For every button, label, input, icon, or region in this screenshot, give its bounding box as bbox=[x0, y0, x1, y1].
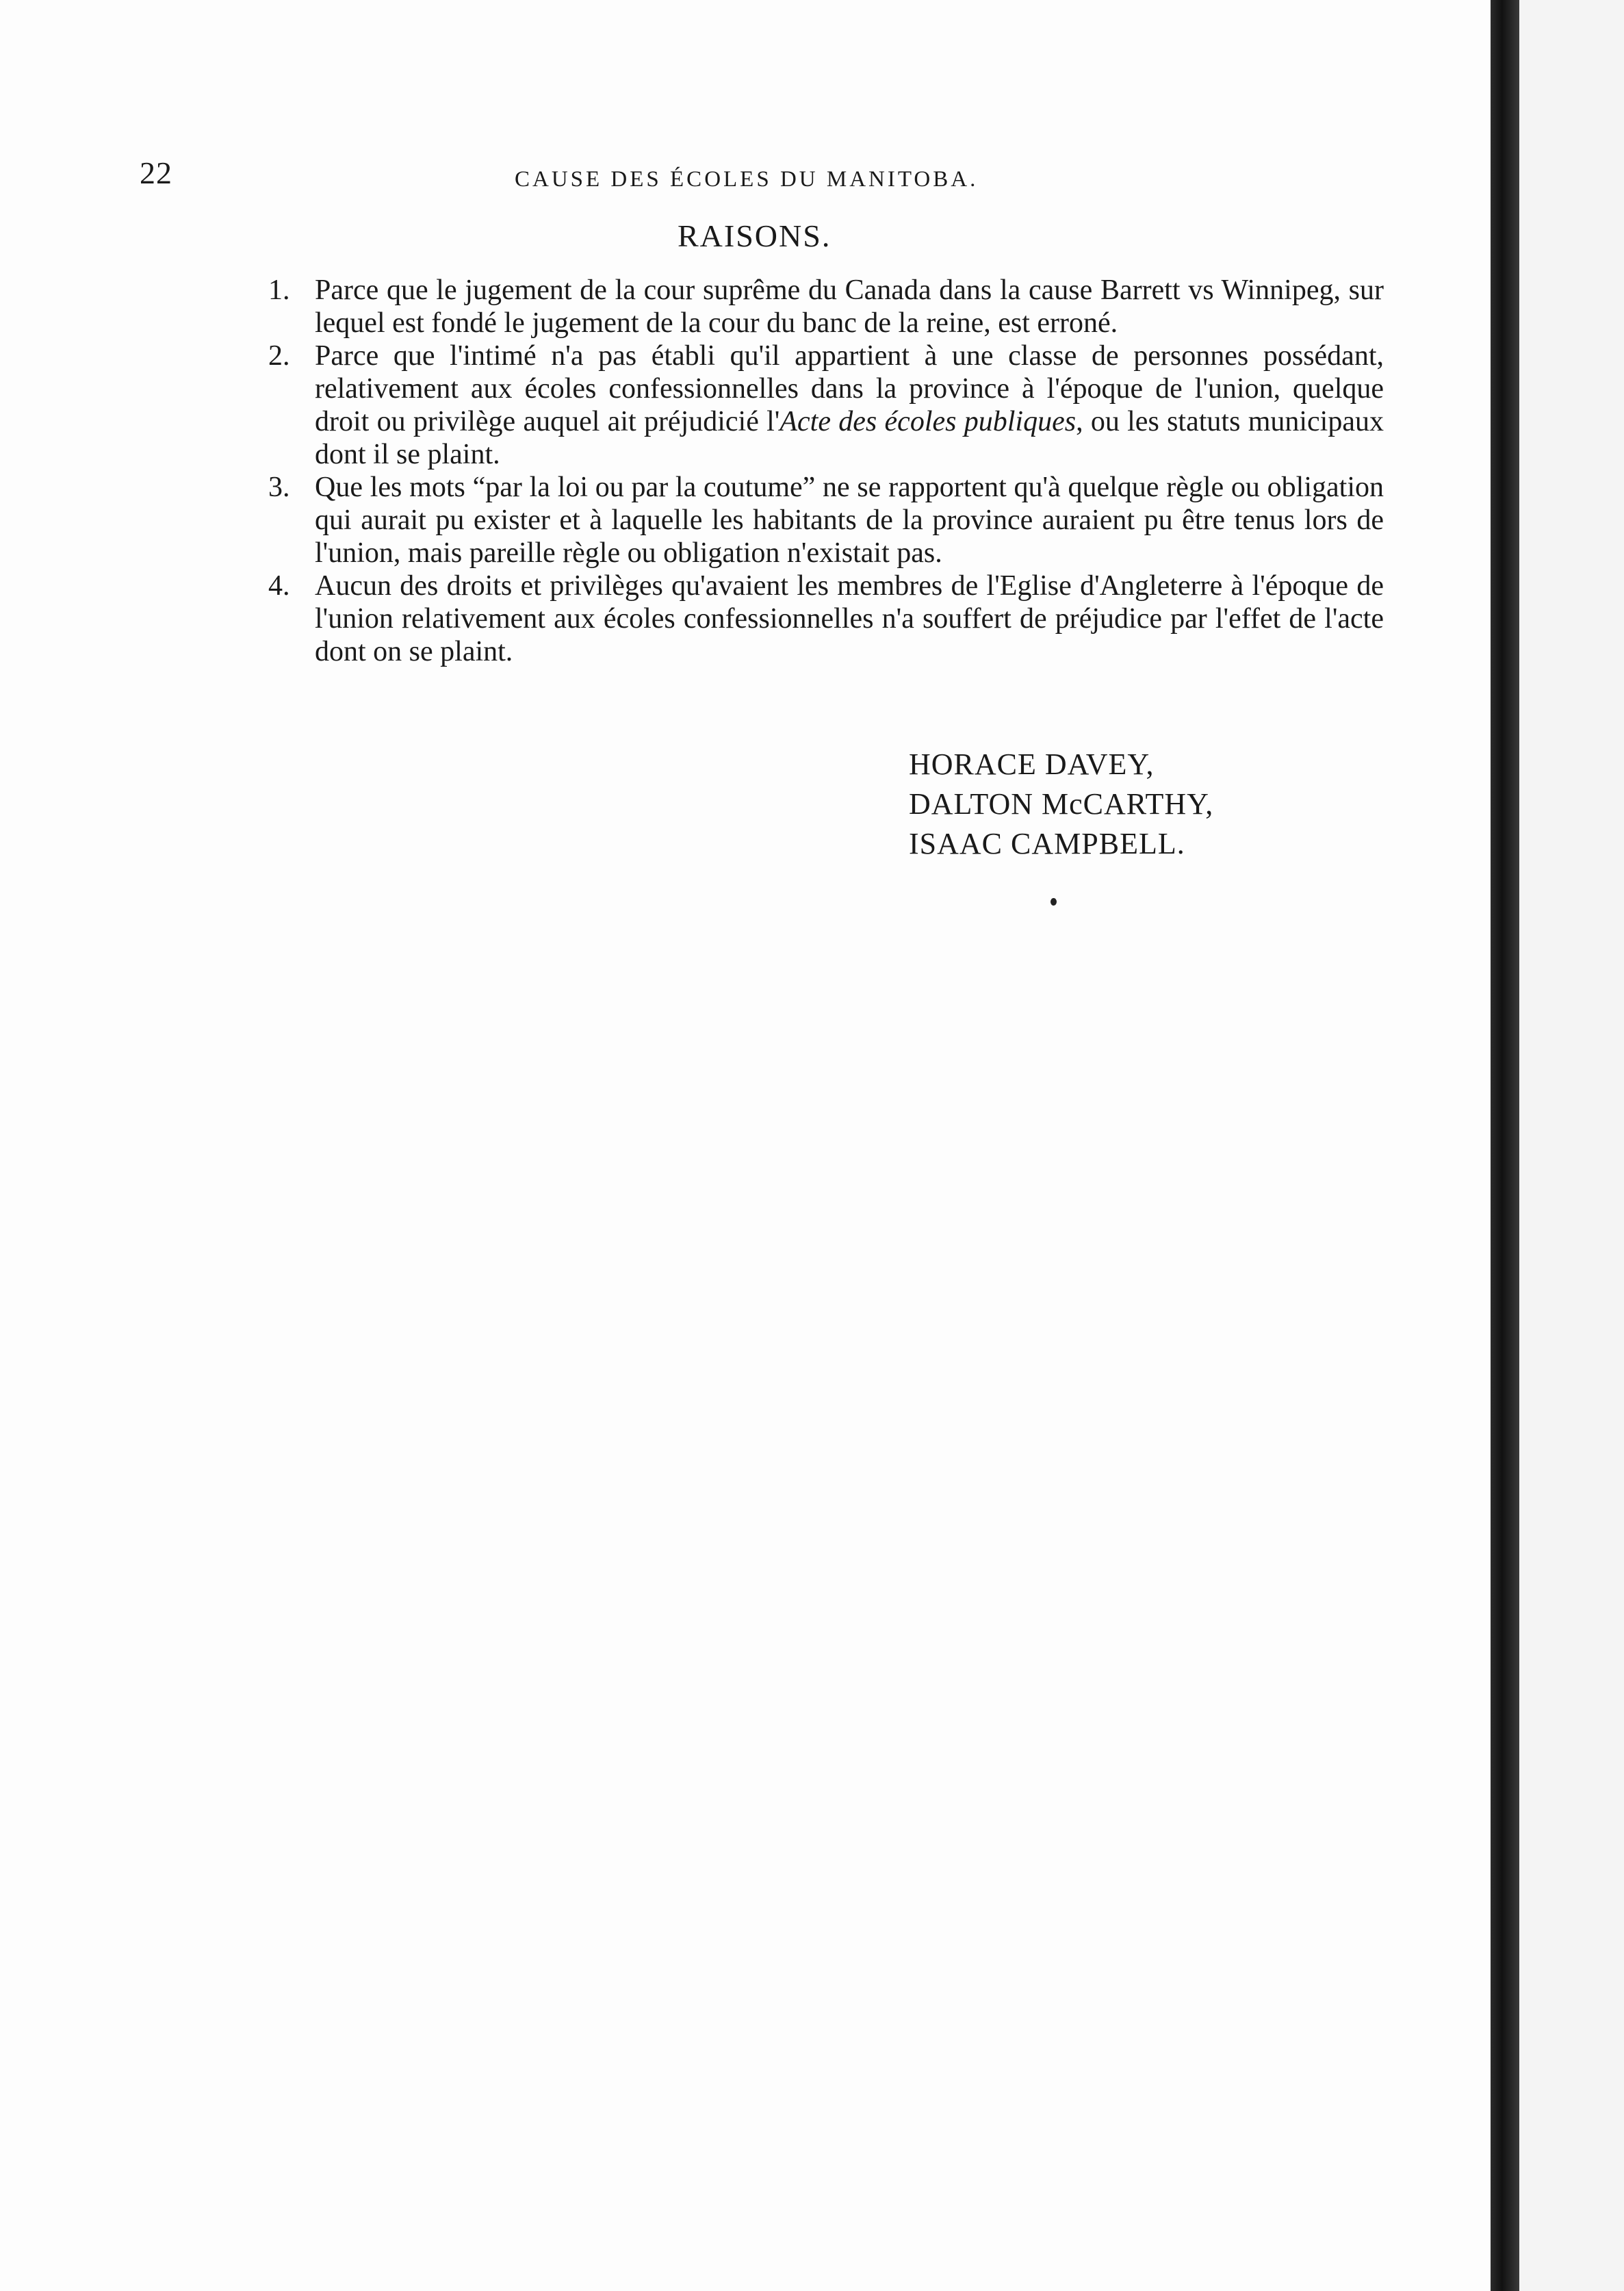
reason-text: , ou les statuts municipaux dont il se plaint. bbox=[315, 406, 1384, 470]
book-binding-edge bbox=[1491, 0, 1519, 2291]
reason-text: Aucun des droits et privilèges qu'avaient les membres de l'Eglise d'Angleterre à l'époque de l'union relativement aux écoles confessionnelles n'a souffert de préjudice par l'effet de l'acte dont on se plaint. bbox=[315, 570, 1384, 667]
signature-name: ISAAC CAMPBELL. bbox=[909, 827, 1185, 860]
signature-block bbox=[909, 745, 1213, 864]
reason-number: 3. bbox=[268, 472, 290, 503]
reason-item-4 bbox=[268, 569, 1384, 668]
reason-text: Parce que le jugement de la cour suprême du Canada dans la cause Barrett vs Winnipeg, sur lequel est fondé le jugement de la cour du banc de la reine, est erroné. bbox=[315, 274, 1384, 339]
section-title: RAISONS. bbox=[678, 218, 832, 253]
ink-dot bbox=[1051, 898, 1057, 906]
reason-item-2 bbox=[268, 340, 1384, 471]
page-number: 22 bbox=[140, 155, 172, 190]
signature-name: DALTON McCARTHY, bbox=[909, 787, 1214, 821]
reasons-list bbox=[268, 274, 1384, 668]
scan-margin bbox=[1519, 0, 1624, 2291]
reason-item-3 bbox=[268, 471, 1384, 569]
reason-text: Parce que l'intimé n'a pas établi qu'il appartient à une classe de personnes possédant, relativement aux écoles confessionnelles dans la province à l'époque de l'union, quelque droit ou privilège auquel ait préjudicié l' bbox=[315, 340, 1384, 437]
signature-name: HORACE DAVEY, bbox=[909, 747, 1155, 781]
reason-number: 4. bbox=[268, 570, 290, 602]
reason-text-italic: Acte des écoles publiques bbox=[779, 406, 1077, 437]
reason-number: 2. bbox=[268, 340, 290, 372]
running-head: CAUSE DES ÉCOLES DU MANITOBA. bbox=[515, 167, 979, 192]
reason-number: 1. bbox=[268, 274, 290, 306]
reason-text: Que les mots “par la loi ou par la coutume” ne se rapportent qu'à quelque règle ou obligation qui aurait pu exister et à laquelle les habitants de la province auraient pu être tenus lors de l'union, mais pareille règle ou obligation n'existait pas. bbox=[315, 472, 1384, 569]
reason-item-1 bbox=[268, 274, 1384, 340]
